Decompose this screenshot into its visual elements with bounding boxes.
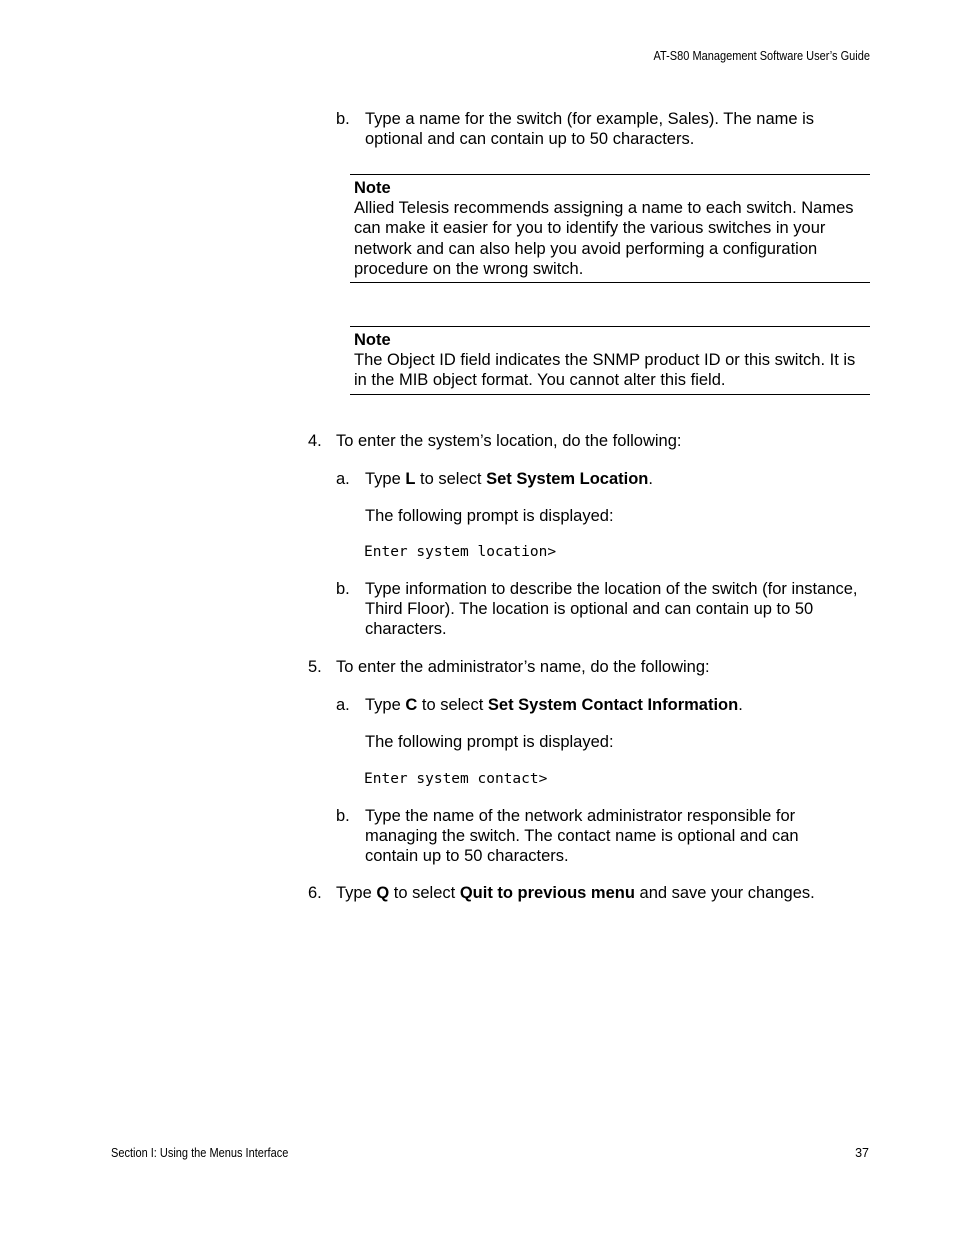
key-letter: L — [405, 470, 416, 488]
list-marker: 6. — [308, 884, 322, 902]
code-prompt: Enter system contact> — [364, 771, 548, 787]
list-marker: 4. — [308, 432, 322, 450]
step-4a-text: Type L to select Set System Location. — [365, 470, 653, 488]
list-marker: b. — [336, 110, 350, 128]
list-marker: a. — [336, 470, 350, 488]
list-marker: b. — [336, 807, 350, 825]
list-marker: b. — [336, 580, 350, 598]
step-5a-text: Type C to select Set System Contact Information. — [365, 696, 743, 714]
prompt-intro: The following prompt is displayed: — [365, 733, 614, 751]
step-4b-text: Type information to describe the location of the switch (for instance, Third Floor). The location is optional and can contain up to 50 characters. — [365, 580, 858, 639]
code-prompt: Enter system location> — [364, 544, 557, 560]
note-text: Allied Telesis recommends assigning a name to each switch. Names can make it easier for you to identify the various switches in your network and can also help you avoid performing a configuration procedure on the wrong switch. — [354, 199, 854, 278]
note-text: The Object ID field indicates the SNMP product ID or this switch. It is in the MIB object format. You cannot alter this field. — [354, 351, 856, 390]
list-marker: 5. — [308, 658, 322, 676]
note-title: Note — [354, 331, 391, 349]
step-6-text: Type Q to select Quit to previous menu and save your changes. — [336, 884, 815, 902]
running-footer-section: Section I: Using the Menus Interface — [111, 1146, 289, 1160]
note-title: Note — [354, 179, 391, 197]
step-4-text: To enter the system’s location, do the following: — [336, 432, 682, 450]
step-3b-text: Type a name for the switch (for example, Sales). The name is optional and can contain up to 50 characters. — [365, 110, 815, 149]
key-letter: C — [405, 696, 418, 714]
page-number: 37 — [855, 1146, 869, 1160]
menu-command: Set System Location — [486, 470, 649, 488]
list-marker: a. — [336, 696, 350, 714]
note-box-object-id — [350, 326, 870, 395]
step-5b-text: Type the name of the network administrator responsible for managing the switch. The contact name is optional and can contain up to 50 characters. — [365, 807, 799, 866]
running-header: AT-S80 Management Software User’s Guide — [653, 49, 870, 63]
menu-command: Quit to previous menu — [459, 884, 635, 902]
note-box-name — [350, 174, 870, 283]
step-5-text: To enter the administrator’s name, do the following: — [336, 658, 710, 676]
menu-command: Set System Contact Information — [487, 696, 739, 714]
prompt-intro: The following prompt is displayed: — [365, 507, 614, 525]
key-letter: Q — [376, 884, 390, 902]
